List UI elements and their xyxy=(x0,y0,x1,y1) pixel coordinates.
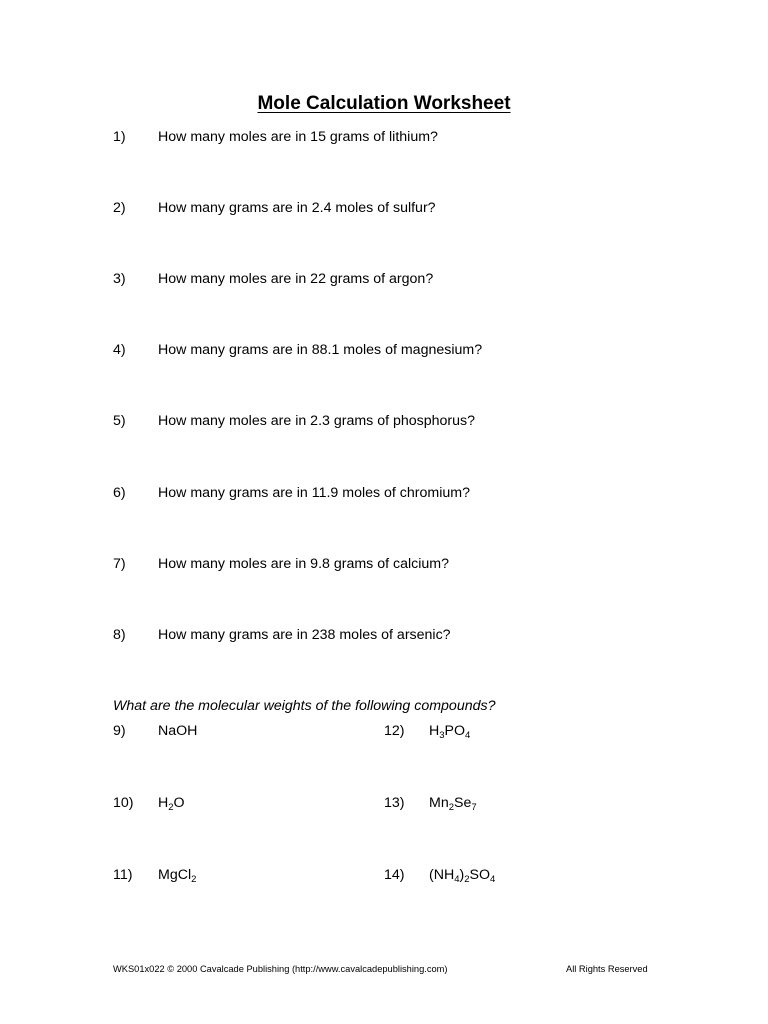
question-number: 1) xyxy=(113,129,126,145)
compound-formula xyxy=(429,794,477,812)
question-text: How many grams are in 2.4 moles of sulfur? xyxy=(158,200,436,216)
compound-formula xyxy=(429,722,470,740)
formula-text: ) xyxy=(459,867,465,883)
question-number: 4) xyxy=(113,342,126,358)
question-number: 5) xyxy=(113,413,126,429)
question-text: How many grams are in 238 moles of arsenic? xyxy=(158,627,451,643)
page-title: Mole Calculation Worksheet xyxy=(257,93,511,114)
question-text: How many moles are in 15 grams of lithium? xyxy=(158,129,438,145)
compound-formula xyxy=(429,866,495,884)
compound-number: 9) xyxy=(113,723,126,739)
formula-text: Se xyxy=(454,795,472,811)
compound-formula xyxy=(158,722,197,740)
formula-text: (NH xyxy=(429,867,455,883)
formula-text: Mn xyxy=(429,795,449,811)
formula-text: MgCl xyxy=(158,867,192,883)
formula-text: PO xyxy=(444,723,466,739)
question-number: 8) xyxy=(113,627,126,643)
question-number: 6) xyxy=(113,485,126,501)
compound-number: 10) xyxy=(113,795,134,811)
compounds-prompt: What are the molecular weights of the following compounds? xyxy=(113,698,496,714)
compound-formula xyxy=(158,794,185,812)
formula-text: H xyxy=(429,723,440,739)
formula-subscript: 2 xyxy=(464,874,470,885)
question-number: 3) xyxy=(113,271,126,287)
formula-text: NaOH xyxy=(158,723,198,739)
question-number: 2) xyxy=(113,200,126,216)
formula-subscript: 4 xyxy=(490,874,496,885)
question-text: How many moles are in 9.8 grams of calcium? xyxy=(158,556,449,572)
formula-subscript: 4 xyxy=(465,730,471,741)
question-text: How many moles are in 2.3 grams of phosphorus? xyxy=(158,413,476,429)
compound-formula xyxy=(158,866,196,884)
formula-subscript: 7 xyxy=(471,802,477,813)
footer-rights: All Rights Reserved xyxy=(566,964,648,974)
question-text: How many grams are in 11.9 moles of chromium? xyxy=(158,485,470,501)
formula-subscript: 2 xyxy=(191,874,197,885)
question-text: How many moles are in 22 grams of argon? xyxy=(158,271,434,287)
formula-subscript: 3 xyxy=(439,730,445,741)
formula-text: H xyxy=(158,795,169,811)
formula-subscript: 4 xyxy=(454,874,460,885)
formula-text: SO xyxy=(469,867,491,883)
formula-subscript: 2 xyxy=(168,802,174,813)
question-number: 7) xyxy=(113,556,126,572)
compound-number: 13) xyxy=(384,795,405,811)
compound-number: 14) xyxy=(384,867,405,883)
formula-subscript: 2 xyxy=(448,802,455,813)
compound-number: 11) xyxy=(113,867,133,883)
formula-text: O xyxy=(173,795,185,811)
footer-copyright: WKS01x022 © 2000 Cavalcade Publishing (http://www.cavalcadepublishing.com) xyxy=(113,964,448,974)
compound-number: 12) xyxy=(384,723,405,739)
question-text: How many grams are in 88.1 moles of magnesium? xyxy=(158,342,483,358)
